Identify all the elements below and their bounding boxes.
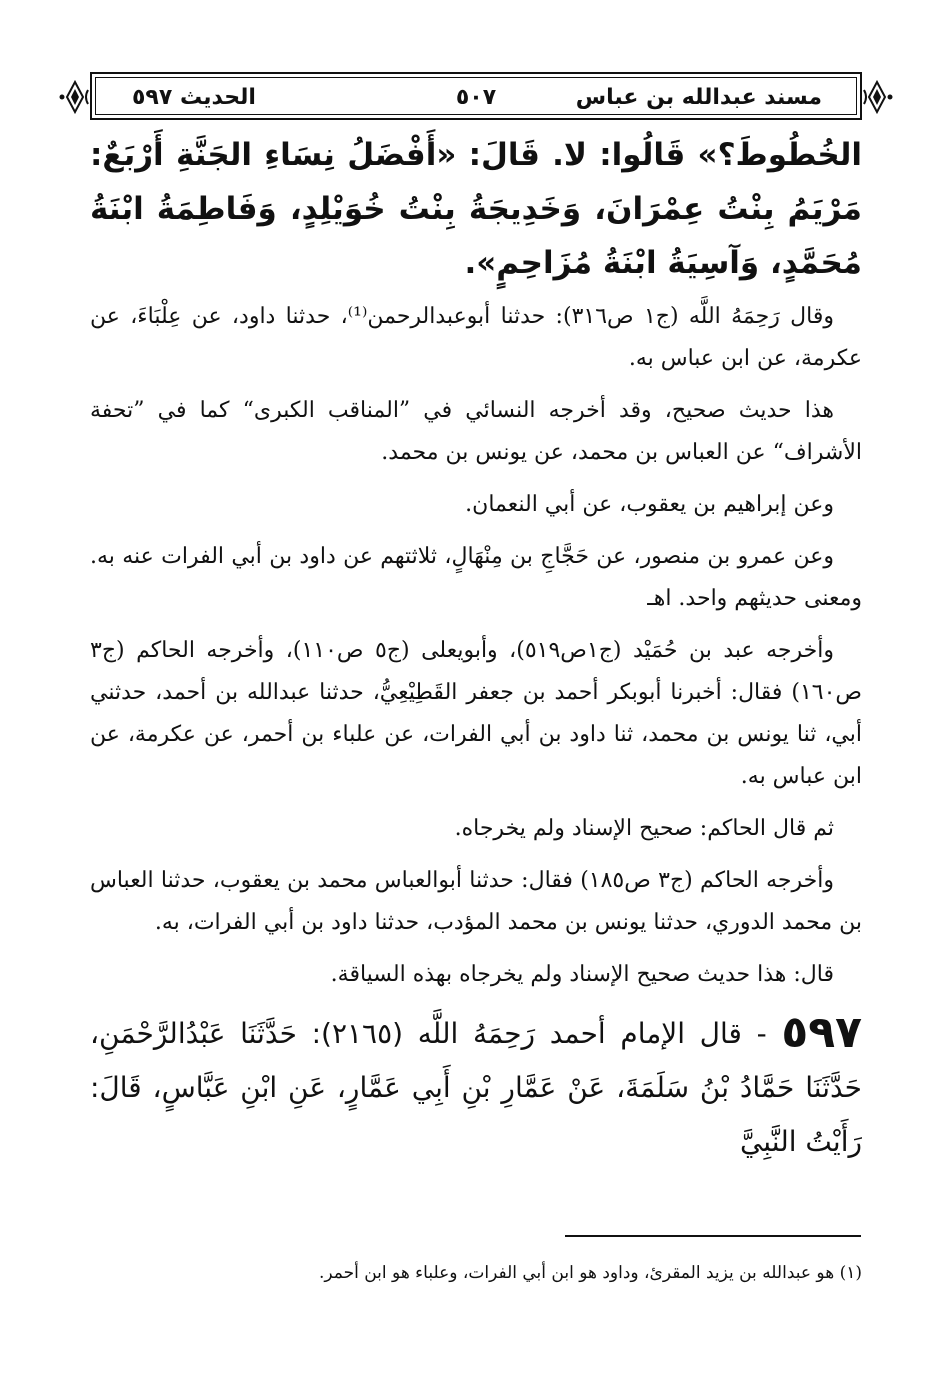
footnote: (١) هو عبدالله بن يزيد المقرئ، وداود هو ابن أبي الفرات، وعلباء هو ابن أحمر. [318,1263,862,1283]
hadith-label: الحديث ٥٩٧ [132,85,256,110]
hadith-text: - قال الإمام أحمد رَحِمَهُ اللَّه (٢١٦٥): حَدَّثَنَا عَبْدُالرَّحْمَنِ، حَدَّثَنَا حَمَّادُ بْنُ سَلَمَةَ، عَنْ عَمَّارِ بْنِ أَبِي عَمَّارٍ، عَنِ ابْنِ عَبَّاسٍ، قَالَ: رَأَيْتُ النَّبِيَّ [90,1017,862,1158]
page-number: ٥٠٧ [455,85,497,110]
book-title: مسند عبدالله بن عباس [575,85,822,110]
paragraph: وقال رَحِمَهُ اللَّه (ج١ ص٣١٦): حدثنا أبوعبدالرحمن⁽¹⁾، حدثنا داود، عن عِلْبَاءَ، عن عكرمة، عن ابن عباس به. [90,304,862,371]
running-header [90,72,862,120]
hadith-continuation: الخُطُوطَ؟» قَالُوا: لا. قَالَ: «أَفْضَلُ نِسَاءِ الجَنَّةِ أَرْبَعٌ: مَرْيَمُ بِنْتُ عِمْرَانَ، وَخَدِيجَةُ بِنْتُ خُوَيْلِدٍ، وَفَاطِمَةُ ابْنَةُ مُحَمَّدٍ، وَآسِيَةُ ابْنَةُ مُزَاحِمٍ». [90,137,862,281]
page-body [90,128,862,1169]
paragraph: وعن إبراهيم بن يعقوب، عن أبي النعمان. [465,492,834,517]
next-hadith [90,1006,862,1169]
paragraph: ثم قال الحاكم: صحيح الإسناد ولم يخرجاه. [454,816,834,841]
paragraph: وأخرجه الحاكم (ج٣ ص١٨٥) فقال: حدثنا أبوالعباس محمد بن يعقوب، حدثنا العباس بن محمد الدوري، حدثنا يونس بن محمد المؤدب، حدثنا داود بن أبي الفرات، به. [90,868,862,935]
hadith-number: ٥٩٧ [781,1007,862,1058]
paragraph: وأخرجه عبد بن حُمَيْد (ج١ص٥١٩)، وأبويعلى (ج٥ ص١١٠)، وأخرجه الحاكم (ج٣ ص١٦٠) فقال: أخبرنا أبوبكر أحمد بن جعفر القَطِيْعِيُّ، حدثنا عبدالله بن أحمد، حدثني أبي، ثنا يونس بن محمد، ثنا داود بن أبي الفرات، عن علباء بن أحمر، عن عكرمة، عن ابن عباس به. [90,638,862,789]
paragraph: هذا حديث صحيح، وقد أخرجه النسائي في ”المناقب الكبرى“ كما في ”تحفة الأشراف“ عن العباس بن محمد، عن يونس بن محمد. [90,398,862,465]
paragraph: وعن عمرو بن منصور، عن حَجَّاجِ بن مِنْهَالٍ، ثلاثتهم عن داود بن أبي الفرات عنه به. ومعنى حديثهم واحد. اهـ [90,544,862,611]
footnote-separator [565,1235,861,1237]
ornament-right-icon [860,80,894,114]
ornament-left-icon [58,80,92,114]
paragraph: قال: هذا حديث صحيح الإسناد ولم يخرجاه بهذه السياقة. [330,962,834,987]
